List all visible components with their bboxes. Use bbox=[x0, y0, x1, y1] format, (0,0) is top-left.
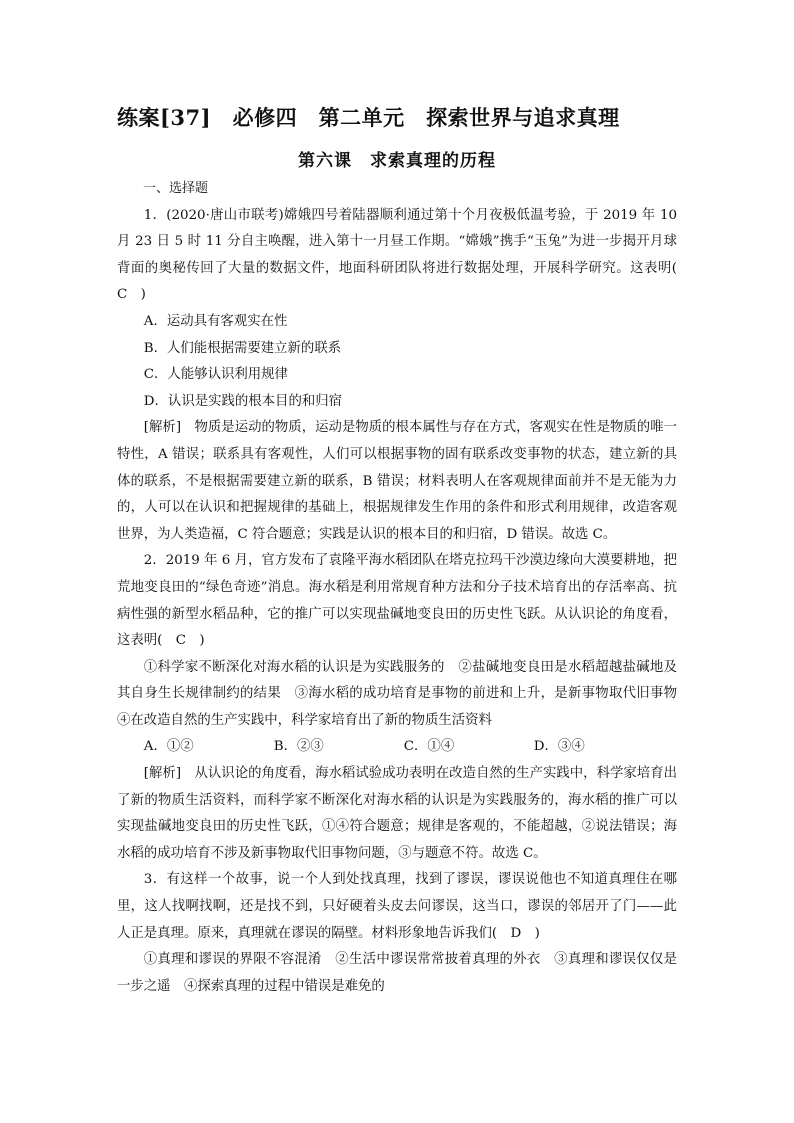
question-1-option-b: B．人们能根据需要建立新的联系 bbox=[143, 340, 342, 356]
question-2-options bbox=[117, 734, 677, 761]
question-1-analysis: [解析] 物质是运动的物质，运动是物质的根本属性与存在方式，客观实在性是物质的唯一特性，A 错误；联系具有客观性，人们可以根据事物的固有联系改变事物的状态，建立新的具体的联系，不是根据需要建立新的联系，B 错误；材料表明人在客观规律面前并不是无能为力的，人可以在认识和把握规律的基础上，根据规律发生作用的条件和形式利用规律，改造客观世界，为人类造福，C 符合题意；实践是认识的根本目的和归宿，D 错误。故选 C。 bbox=[117, 420, 677, 542]
question-3-stem: 3．有这样一个故事，说一个人到处找真理，找到了谬误，谬误说他也不知道真理住在哪里，这人找啊找啊，还是找不到，只好硬着头皮去问谬误，这当口，谬误的邻居开了门——此人正是真理。原来，真理就在谬误的隔壁。材料形象地告诉我们( D ) bbox=[117, 872, 677, 941]
section-heading: 一、选择题 bbox=[143, 181, 209, 196]
question-2-analysis: [解析] 从认识论的角度看，海水稻试验成功表明在改造自然的生产实践中，科学家培育出了新的物质生活资料，而科学家不断深化对海水稻的认识是为实践服务的，海水稻的推广可以实现盐碱地变良田的历史性飞跃，①④符合题意；规律是客观的，不能超越，②说法错误；海水稻的成功培育不涉及新事物取代旧事物问题，③与题意不符。故选 C。 bbox=[117, 766, 677, 861]
lesson-subtitle: 第六课 求索真理的历程 bbox=[298, 151, 496, 171]
question-2-option-b: B．②③ bbox=[273, 739, 324, 755]
question-2-option-c: C．①④ bbox=[403, 739, 455, 755]
page-title: 练案[37] 必修四 第二单元 探索世界与追求真理 bbox=[117, 105, 620, 130]
question-1-option-a: A．运动具有客观实在性 bbox=[143, 313, 288, 329]
question-2-stem: 2．2019 年 6 月，官方发布了袁隆平海水稻团队在塔克拉玛干沙漠边缘向大漠要耕地，把荒地变良田的“绿色奇迹”消息。海水稻是利用常规育种方法和分子技术培育出的存活率高、抗病性强的新型水稻品种，它的推广可以实现盐碱地变良田的历史性飞跃。从认识论的角度看，这表明( C ) bbox=[117, 553, 677, 649]
question-2-statements: ①科学家不断深化对海水稻的认识是为实践服务的 ②盐碱地变良田是水稻超越盐碱地及其自身生长规律制约的结果 ③海水稻的成功培育是事物的前进和上升，是新事物取代旧事物 ④在改造自然的生产实践中，科学家培育出了新的物质生活资料 bbox=[117, 659, 691, 728]
question-1-option-d: D．认识是实践的根本目的和归宿 bbox=[143, 393, 343, 409]
question-1-stem: 1．(2020·唐山市联考)嫦娥四号着陆器顺利通过第十个月夜极低温考验，于 2019 年 10 月 23 日 5 时 11 分自主唤醒，进入第十一月昼工作期。“嫦娥”携手“玉兔”为进一步揭开月球背面的奥秘传回了大量的数据文件，地面科研团队将进行数据处理，开展科学研究。这表明( C ) bbox=[117, 207, 691, 303]
question-1-option-c: C．人能够认识利用规律 bbox=[143, 367, 288, 383]
content bbox=[117, 176, 691, 1000]
question-3-statements: ①真理和谬误的界限不容混淆 ②生活中谬误常常披着真理的外衣 ③真理和谬误仅仅是一步之遥 ④探索真理的过程中错误是难免的 bbox=[117, 952, 677, 994]
question-2-option-a: A．①② bbox=[143, 739, 194, 755]
question-2-option-d: D．③④ bbox=[533, 739, 585, 755]
